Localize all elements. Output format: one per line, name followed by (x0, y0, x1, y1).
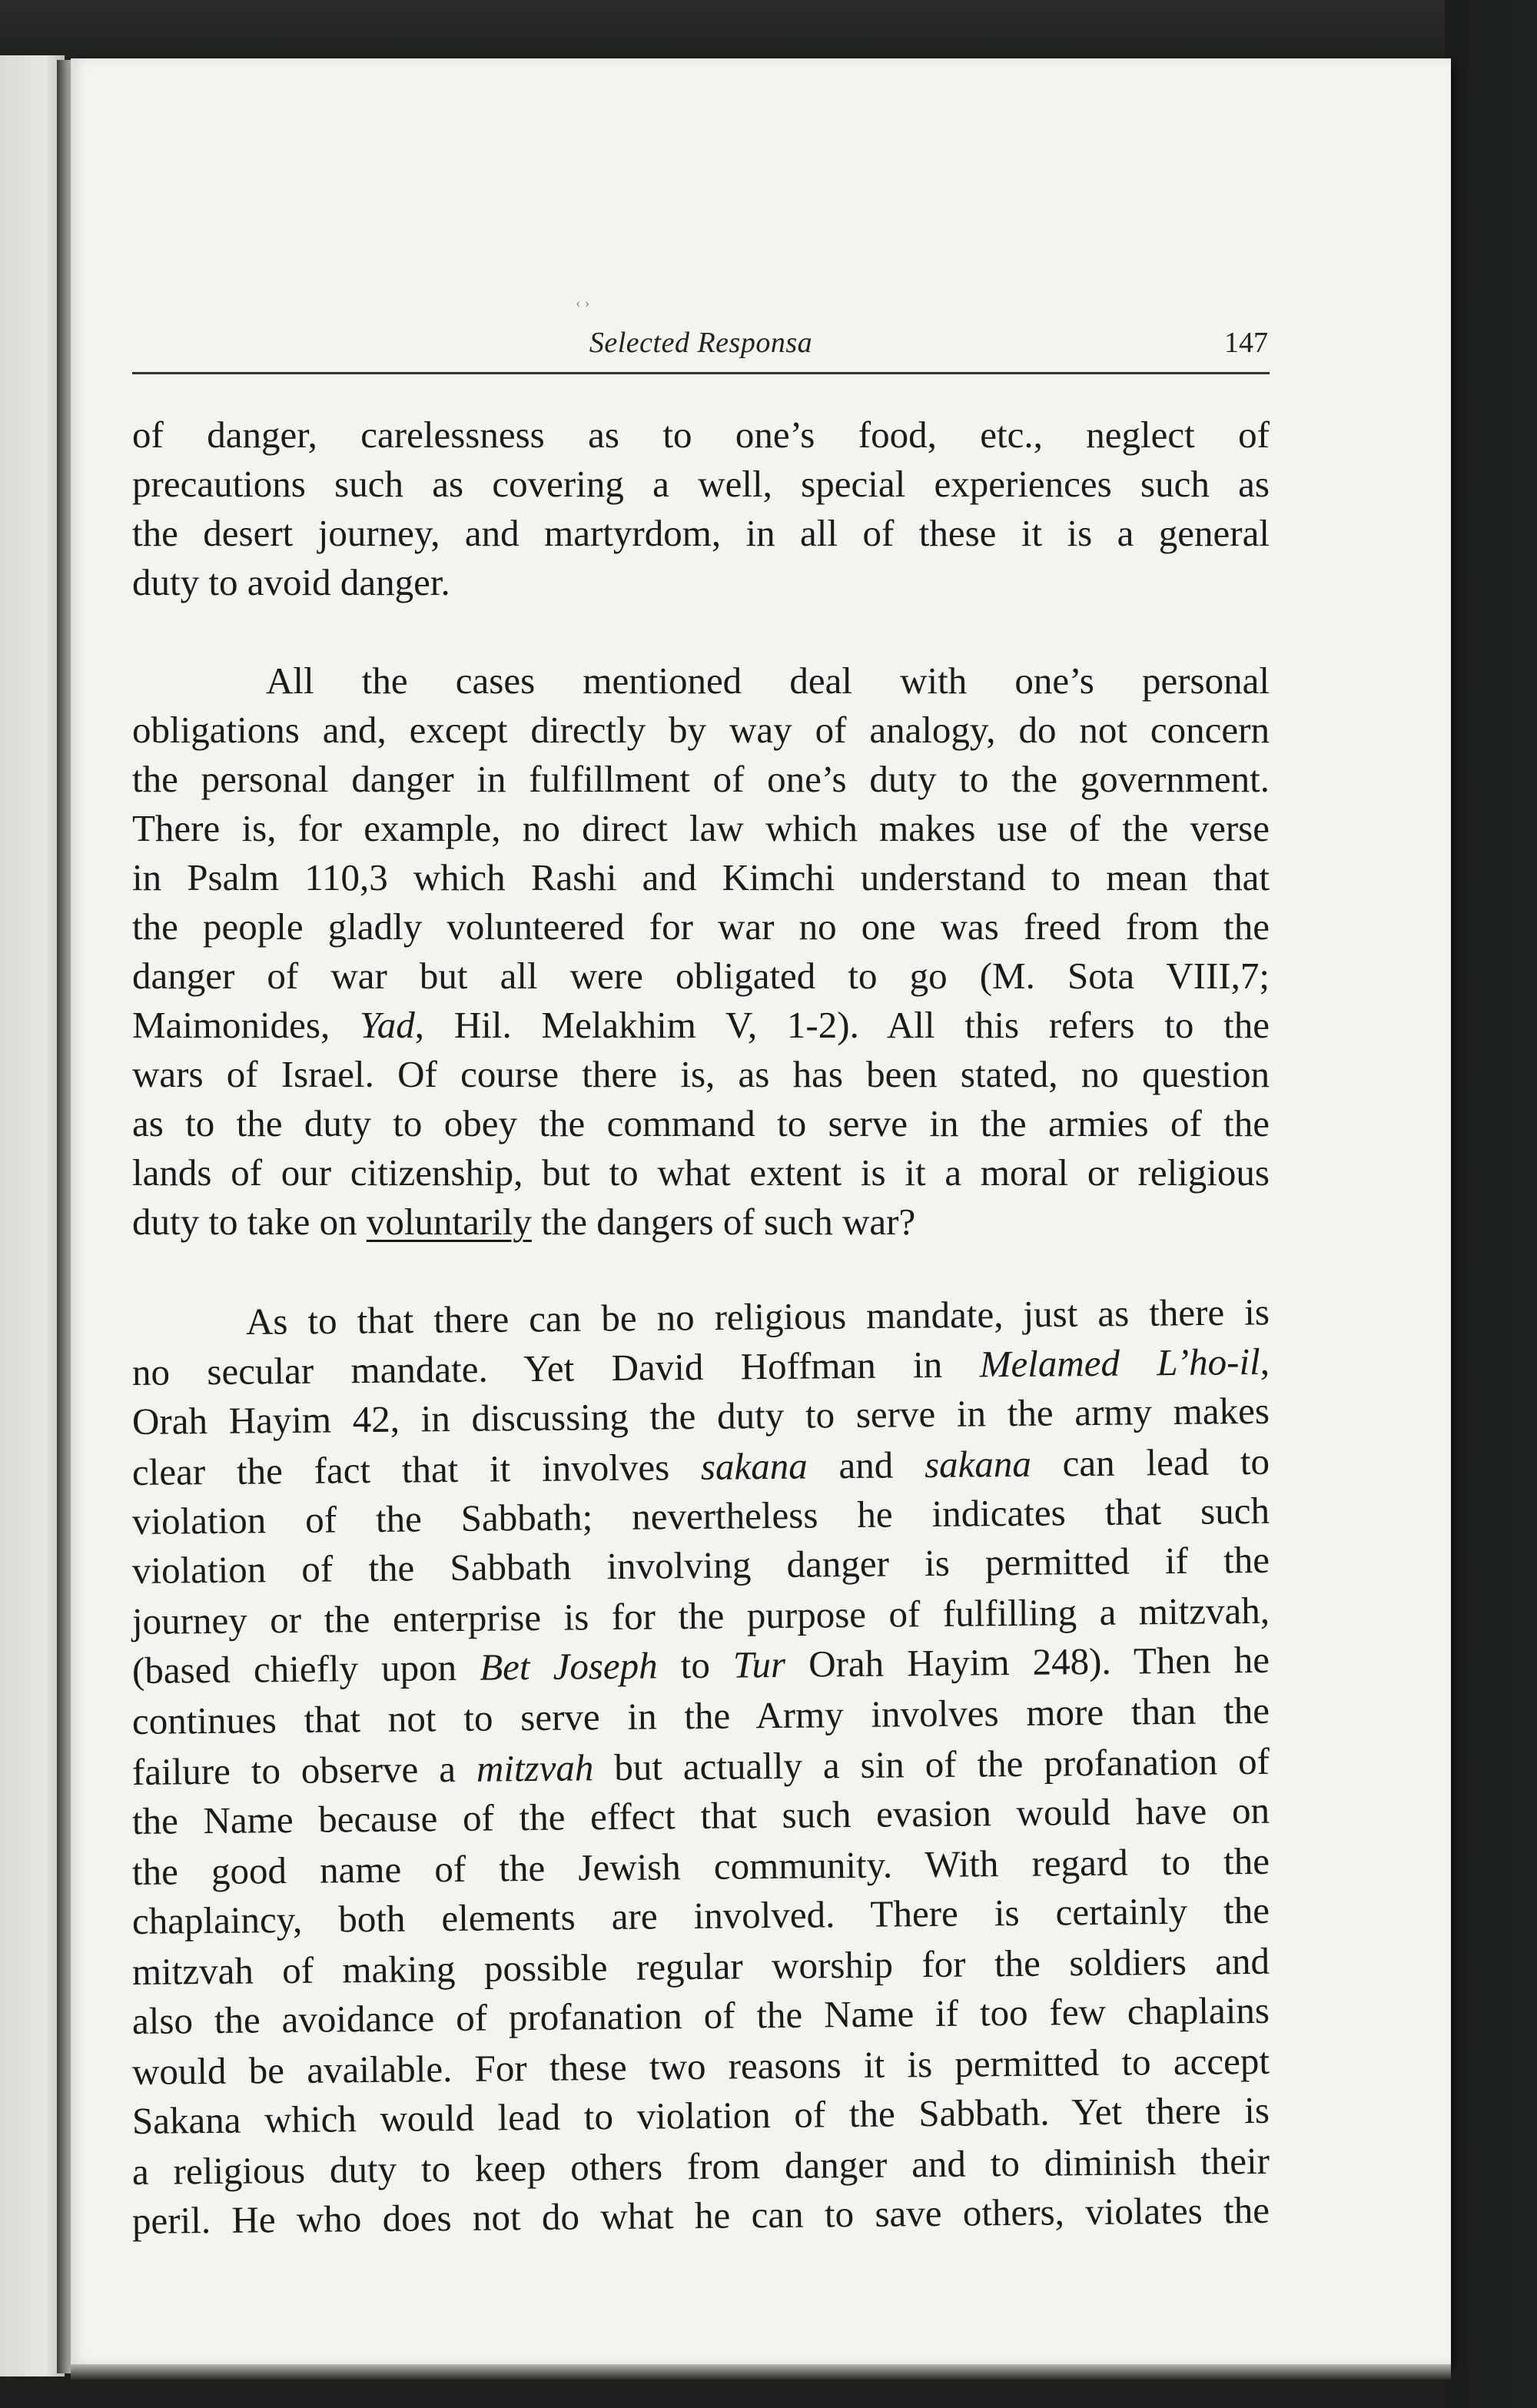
text-line (132, 561, 1270, 604)
text-run: Maimonides, (132, 1004, 360, 1046)
text-line (132, 1151, 1270, 1194)
page-number: 147 (1224, 327, 1268, 359)
italic-text: sakana (700, 1444, 808, 1488)
italic-text: Bet Joseph (479, 1644, 658, 1689)
text-run: the people gladly volunteered for war no one was freed from the (132, 905, 1270, 948)
text-run: violation of the Sabbath involving danger is permitted if the (131, 1538, 1270, 1592)
text-run: as to the duty to obey the command to serve in the armies of the (132, 1102, 1270, 1144)
text-line (132, 1102, 1270, 1145)
text-run: As to that there can be no religious mandate, just as there is (245, 1290, 1270, 1343)
text-run: would be available. For these two reasons it is permitted to accept (131, 2039, 1270, 2093)
text-run: duty to avoid danger. (132, 561, 450, 603)
text-run: , Hil. Melakhim V, 1-2). All this refers to the (414, 1004, 1270, 1046)
text-run: peril. He who does not do what he can to save others, violates the (131, 2188, 1270, 2242)
text-run: journey or the enterprise is for the purpose of fulfilling a mitzvah, (131, 1589, 1270, 1642)
text-run: Orah Hayim 42, in discussing the duty to serve in the army makes (131, 1389, 1270, 1443)
text-run: the personal danger in fulfillment of one’s duty to the government. (132, 758, 1270, 800)
scan-background-right (1445, 0, 1537, 2408)
text-line (132, 709, 1270, 752)
text-run: the desert journey, and martyrdom, in all of these it is a general (132, 512, 1270, 554)
text-run: violation of the Sabbath; nevertheless he indicates that such (131, 1489, 1270, 1543)
text-line (132, 512, 1270, 555)
text-run: Sakana which would lead to violation of the Sabbath. Yet there is (131, 2088, 1270, 2142)
underlined-text: voluntarily (366, 1201, 532, 1243)
text-run: continues that not to serve in the Army involves more than the (131, 1689, 1270, 1742)
text-run: obligations and, except directly by way of analogy, do not concern (132, 709, 1270, 751)
text-run: the Name because of the effect that such evasion would have on (131, 1789, 1270, 1842)
text-line (266, 659, 1270, 702)
text-line (132, 807, 1270, 850)
italic-text: Yad (360, 1004, 415, 1046)
italic-text: sakana (924, 1442, 1032, 1486)
text-line (132, 955, 1270, 998)
text-run: precautions such as covering a well, special experiences such as (132, 463, 1270, 505)
text-run: All the cases mentioned deal with one’s personal (266, 659, 1270, 702)
text-line (132, 905, 1270, 948)
top-mark: ‹ › (576, 294, 590, 311)
text-line (132, 463, 1270, 506)
text-run: There is, for example, no direct law which makes use of the verse (132, 807, 1270, 849)
text-run: danger of war but all were obligated to go (M. Sota VIII,7; (132, 955, 1270, 997)
text-run: also the avoidance of profanation of the Name if too few chaplains (131, 1988, 1270, 2042)
text-line (132, 414, 1270, 457)
text-run: , (1260, 1340, 1270, 1383)
text-run: lands of our citizenship, but to what extent is it a moral or religious (132, 1151, 1270, 1194)
text-line (132, 758, 1270, 801)
italic-text: Melamed L’ho-il (979, 1340, 1260, 1386)
running-title: Selected Responsa (589, 327, 813, 359)
text-run: Orah Hayim 248). Then he (785, 1638, 1270, 1686)
text-line (132, 1004, 1270, 1047)
text-line (132, 1053, 1270, 1096)
text-run: but actually a sin of the profanation of (593, 1739, 1270, 1789)
text-run: of danger, carelessness as to one’s food, etc., neglect of (132, 414, 1270, 456)
text-run: to (657, 1643, 734, 1687)
text-line (132, 1201, 1270, 1244)
text-run: wars of Israel. Of course there is, as has been stated, no question (132, 1053, 1270, 1095)
text-run: the good name of the Jewish community. With regard to the (131, 1839, 1270, 1893)
text-run: duty to take on (132, 1201, 367, 1243)
italic-text: Tur (732, 1642, 786, 1686)
text-run: the dangers of such war? (531, 1201, 916, 1243)
text-run: clear the fact that it involves (131, 1445, 702, 1493)
text-run: no secular mandate. Yet David Hoffman in (131, 1343, 980, 1393)
running-header (132, 326, 1270, 374)
text-line (132, 856, 1270, 899)
text-run: and (807, 1443, 925, 1487)
text-run: chaplaincy, both elements are involved. There is certainly the (131, 1888, 1270, 1942)
italic-text: mitzvah (476, 1746, 594, 1790)
text-run: in Psalm 110,3 which Rashi and Kimchi understand to mean that (132, 856, 1270, 898)
text-run: a religious duty to keep others from danger and to diminish their (131, 2139, 1270, 2193)
scan-background-top (0, 0, 1537, 61)
text-run: (based chiefly upon (131, 1646, 480, 1692)
page-bottom-edge (71, 2364, 1451, 2380)
facing-page-edge (0, 55, 65, 2376)
text-run: mitzvah of making possible regular worship for the soldiers and (131, 1939, 1270, 1993)
text-run: failure to observe a (131, 1747, 477, 1793)
text-run: can lead to (1031, 1440, 1270, 1485)
